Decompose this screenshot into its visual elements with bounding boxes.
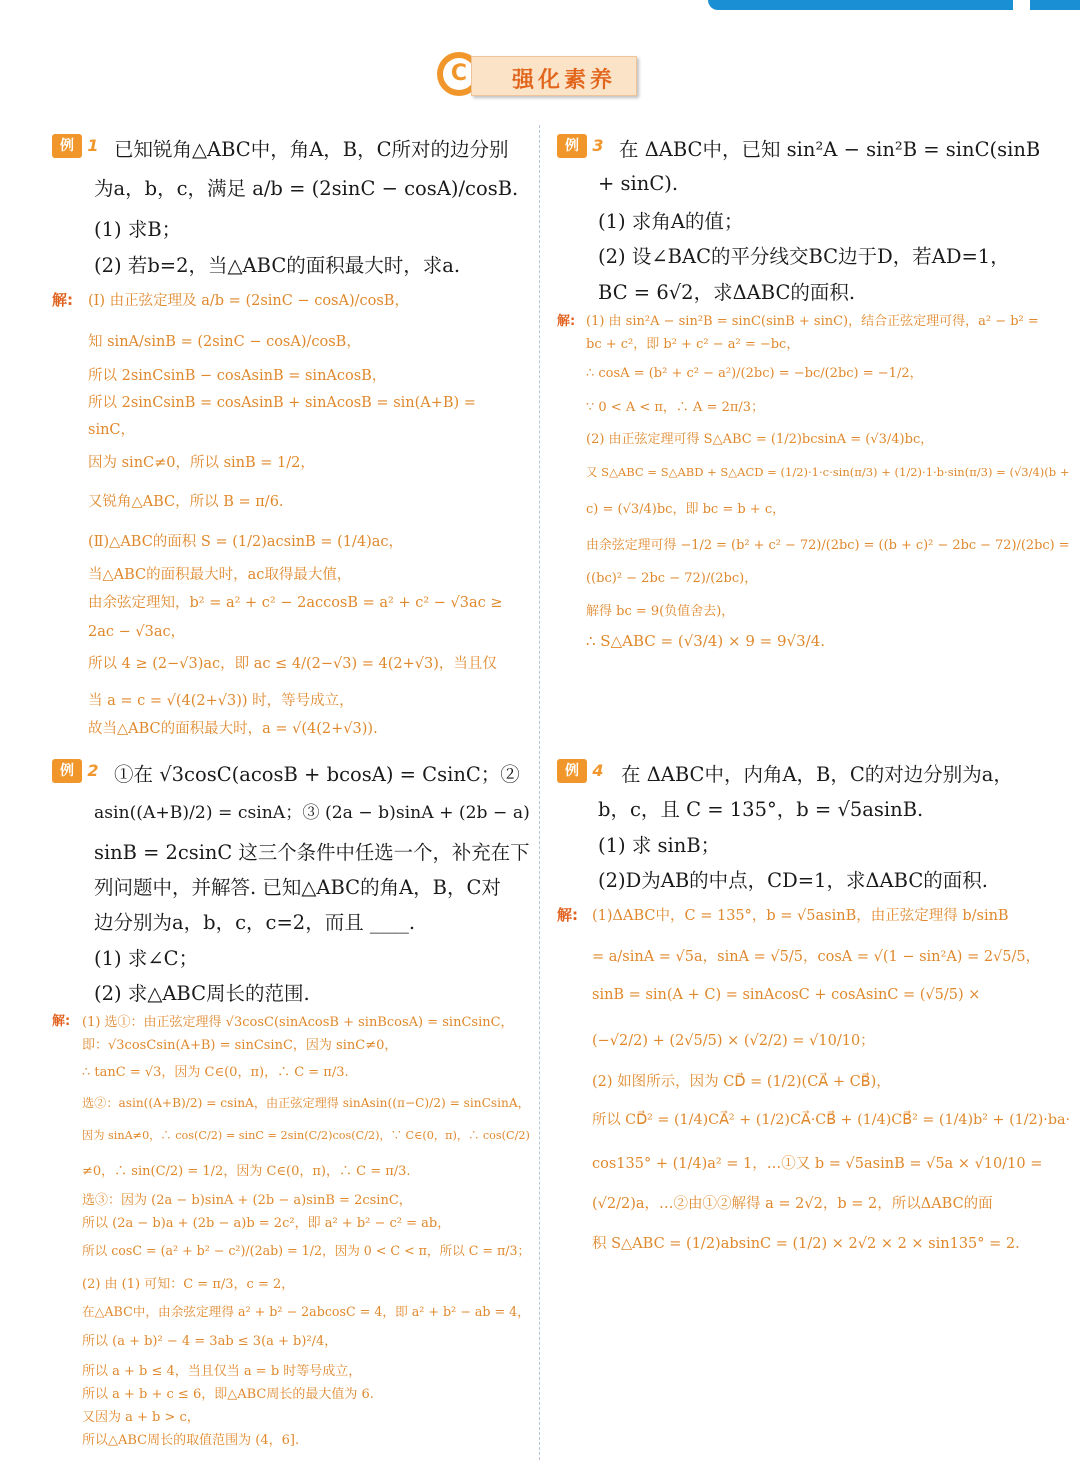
problem-2-heading: [52, 758, 104, 783]
solution-line: (1) 由 sin²A − sin²B = sinC(sinB + sinC)，结合正弦定理可得，a² − b² =: [586, 314, 1039, 329]
question-line: 列问题中，并解答. 已知△ABC的角A，B，C对: [94, 876, 501, 899]
solution-line: 所以 2sinCsinB − cosAsinB = sinAcosB，: [88, 368, 387, 384]
question-line: + sinC).: [598, 172, 679, 195]
question-line: (2)D为AB的中点，CD=1，求ΔABC的面积.: [598, 869, 988, 892]
problem-1-heading: [52, 133, 104, 158]
problem-number: 4: [592, 761, 604, 780]
header-title: 强化素养: [512, 68, 617, 93]
example-badge: 例: [557, 759, 587, 783]
solution-line: 所以 (2a − b)a + (2b − a)b = 2c²，即 a² + b² − c² = ab，: [82, 1216, 451, 1231]
question-line: 为a，b，c，满足 a/b = (2sinC − cosA)/cosB.: [94, 177, 519, 200]
solution-line: (2) 由正弦定理可得 S△ABC = (1/2)bcsinA = (√3/4)bc，: [586, 432, 934, 447]
solution-label: 解:: [52, 291, 73, 309]
solution-line: 由余弦定理可得 −1/2 = (b² + c² − 72)/(2bc) = ((b + c)² − 2bc − 72)/(2bc) =: [586, 538, 1070, 553]
solution-line: (√2/2)a，…②由①②解得 a = 2√2，b = 2，所以ΔABC的面: [592, 1196, 993, 1212]
solution-line: cos135° + (1/4)a² = 1，…①又 b = √5asinB = √5a × √10/10 =: [592, 1156, 1043, 1172]
question-line: asin((A+B)/2) = csinA；③ (2a − b)sinA + (2b − a): [94, 803, 530, 823]
question-line: (1) 求B；: [94, 218, 182, 241]
solution-line: 知 sinA/sinB = (2sinC − cosA)/cosB，: [88, 334, 361, 350]
solution-line: 所以 CD⃗² = (1/4)CA⃗² + (1/2)CA⃗·CB⃗ + (1/4)CB⃗² = (1/4)b² + (1/2)·ba·: [592, 1112, 1071, 1128]
solution-line: 所以 (a + b)² − 4 = 3ab ≤ 3(a + b)²/4，: [82, 1334, 338, 1349]
solution-line: = a/sinA = √5a，sinA = √5/5，cosA = √(1 − sin²A) = 2√5/5，: [592, 949, 1041, 965]
solution-label: 解:: [52, 1014, 71, 1029]
question-line: (2) 设∠BAC的平分线交BC边于D，若AD=1，: [598, 245, 1010, 268]
problem-number: 3: [592, 136, 604, 155]
solution-line: 当 a = c = √(4(2+√3)) 时，等号成立，: [88, 693, 354, 709]
solution-line: 解得 bc = 9(负值舍去)，: [586, 604, 735, 619]
solution-line: 由余弦定理知，b² = a² + c² − 2accosB = a² + c² − √3ac ≥: [88, 595, 503, 611]
problem-number: 1: [87, 136, 99, 155]
question-line: (1) 求∠C；: [94, 947, 199, 970]
solution-line: ((bc)² − 2bc − 72)/(2bc)，: [586, 571, 758, 586]
question-line: (2) 求△ABC周长的范围.: [94, 982, 310, 1005]
solution-line: 所以△ABC周长的取值范围为 (4，6].: [82, 1433, 300, 1448]
solution-line: bc + c²，即 b² + c² − a² = −bc，: [586, 337, 800, 352]
solution-line: 在△ABC中，由余弦定理得 a² + b² − 2abcosC = 4，即 a² + b² − ab = 4，: [82, 1304, 530, 1319]
question-line: 已知锐角△ABC中，角A，B，C所对的边分别: [114, 138, 509, 161]
solution-line: (2) 如图所示，因为 CD⃗ = (1/2)(CA⃗ + CB⃗)，: [592, 1074, 891, 1090]
solution-line: 又锐角△ABC，所以 B = π/6.: [88, 494, 284, 510]
question-line: sinB = 2csinC 这三个条件中任选一个，补充在下: [94, 841, 530, 864]
question-line: 在 ΔABC中，已知 sin²A − sin²B = sinC(sinB: [619, 138, 1041, 161]
example-badge: 例: [52, 134, 82, 158]
question-line: 边分别为a，b，c，c=2，而且 ____.: [94, 911, 416, 934]
solution-line: 所以 a + b ≤ 4，当且仅当 a = b 时等号成立，: [82, 1364, 362, 1379]
solution-line: 所以 cosC = (a² + b² − c²)/(2ab) = 1/2，因为 0 < C < π，所以 C = π/3；: [82, 1243, 531, 1258]
top-decor-bar-right: [1030, 0, 1080, 10]
solution-line: 所以 4 ≥ (2−√3)ac，即 ac ≤ 4/(2−√3) = 4(2+√3)，当且仅: [88, 656, 497, 672]
problem-3-heading: [557, 133, 609, 158]
solution-line: 因为 sinC≠0，所以 sinB = 1/2，: [88, 455, 315, 471]
solution-line: sinB = sin(A + C) = sinAcosC + cosAsinC = (√5/5) ×: [592, 987, 981, 1003]
solution-line: 所以 a + b + c ≤ 6，即△ABC周长的最大值为 6.: [82, 1387, 374, 1402]
question-line: (2) 若b=2，当△ABC的面积最大时，求a.: [94, 254, 461, 277]
question-line: b，c，且 C = 135°，b = √5asinB.: [598, 798, 924, 821]
solution-line: sinC，: [88, 422, 136, 438]
solution-label: 解:: [557, 906, 578, 924]
problem-number: 2: [87, 761, 99, 780]
solution-line: 选③：因为 (2a − b)sinA + (2b − a)sinB = 2csinC，: [82, 1193, 412, 1208]
solution-line: (1)ΔABC中，C = 135°，b = √5asinB，由正弦定理得 b/sinB: [592, 908, 1009, 924]
solution-line: 所以 2sinCsinB = cosAsinB + sinAcosB = sin(A+B) =: [88, 395, 476, 411]
top-decor-bar: [708, 0, 1013, 10]
solution-line: c) = (√3/4)bc，即 bc = b + c，: [586, 502, 786, 517]
solution-line: (−√2/2) + (2√5/5) × (√2/2) = √10/10；: [592, 1033, 875, 1049]
solution-line: 当△ABC的面积最大时，ac取得最大值，: [88, 567, 352, 583]
question-line: (1) 求角A的值；: [598, 210, 744, 233]
header-banner: [471, 56, 637, 96]
section-header: [437, 52, 637, 98]
solution-line: 积 S△ABC = (1/2)absinC = (1/2) × 2√2 × 2 × sin135° = 2.: [592, 1236, 1020, 1252]
question-line: 在 ΔABC中，内角A，B，C的对边分别为a，: [621, 763, 1013, 786]
solution-line: ∵ 0 < A < π，∴ A = 2π/3；: [586, 400, 765, 415]
header-logo-icon: C: [437, 52, 481, 96]
example-badge: 例: [52, 759, 82, 783]
solution-line: 2ac − √3ac，: [88, 624, 186, 640]
solution-line: (1) 选①：由正弦定理得 √3cosC(sinAcosB + sinBcosA) = sinCsinC，: [82, 1015, 514, 1030]
solution-line: (2) 由 (1) 可知：C = π/3，c = 2，: [82, 1277, 295, 1292]
solution-line: ∴ S△ABC = (√3/4) × 9 = 9√3/4.: [586, 632, 826, 650]
solution-line: ∴ cosA = (b² + c² − a²)/(2bc) = −bc/(2bc) = −1/2，: [586, 366, 923, 381]
column-divider: [539, 125, 540, 1460]
question-line: (1) 求 sinB；: [598, 834, 721, 857]
solution-line: 又 S△ABC = S△ABD + S△ACD = (1/2)·1·c·sin(π/3) + (1/2)·1·b·sin(π/3) = (√3/4)(b +: [586, 465, 1070, 479]
solution-line: 故当△ABC的面积最大时，a = √(4(2+√3)).: [88, 721, 378, 737]
solution-line: (Ⅰ) 由正弦定理及 a/b = (2sinC − cosA)/cosB，: [88, 293, 409, 309]
example-badge: 例: [557, 134, 587, 158]
question-line: ①在 √3cosC(acosB + bcosA) = CsinC；②: [114, 763, 520, 786]
solution-line: 又因为 a + b > c，: [82, 1410, 200, 1425]
solution-line: 选②：asin((A+B)/2) = csinA，由正弦定理得 sinAsin((π−C)/2) = sinCsinA，: [82, 1096, 530, 1110]
solution-line: 因为 sinA≠0，∴ cos(C/2) = sinC = 2sin(C/2)cos(C/2)，∵ C∈(0，π)，∴ cos(C/2): [82, 1129, 530, 1142]
question-line: BC = 6√2，求ΔABC的面积.: [598, 281, 856, 304]
solution-line: ≠0，∴ sin(C/2) = 1/2，因为 C∈(0，π)，∴ C = π/3.: [82, 1164, 411, 1179]
problem-4-heading: [557, 758, 609, 783]
solution-label: 解:: [557, 314, 576, 329]
solution-line: ∴ tanC = √3，因为 C∈(0，π)，∴ C = π/3.: [82, 1065, 349, 1080]
solution-line: 即：√3cosCsin(A+B) = sinCsinC，因为 sinC≠0，: [82, 1038, 398, 1053]
solution-line: (Ⅱ)△ABC的面积 S = (1/2)acsinB = (1/4)ac，: [88, 534, 403, 550]
